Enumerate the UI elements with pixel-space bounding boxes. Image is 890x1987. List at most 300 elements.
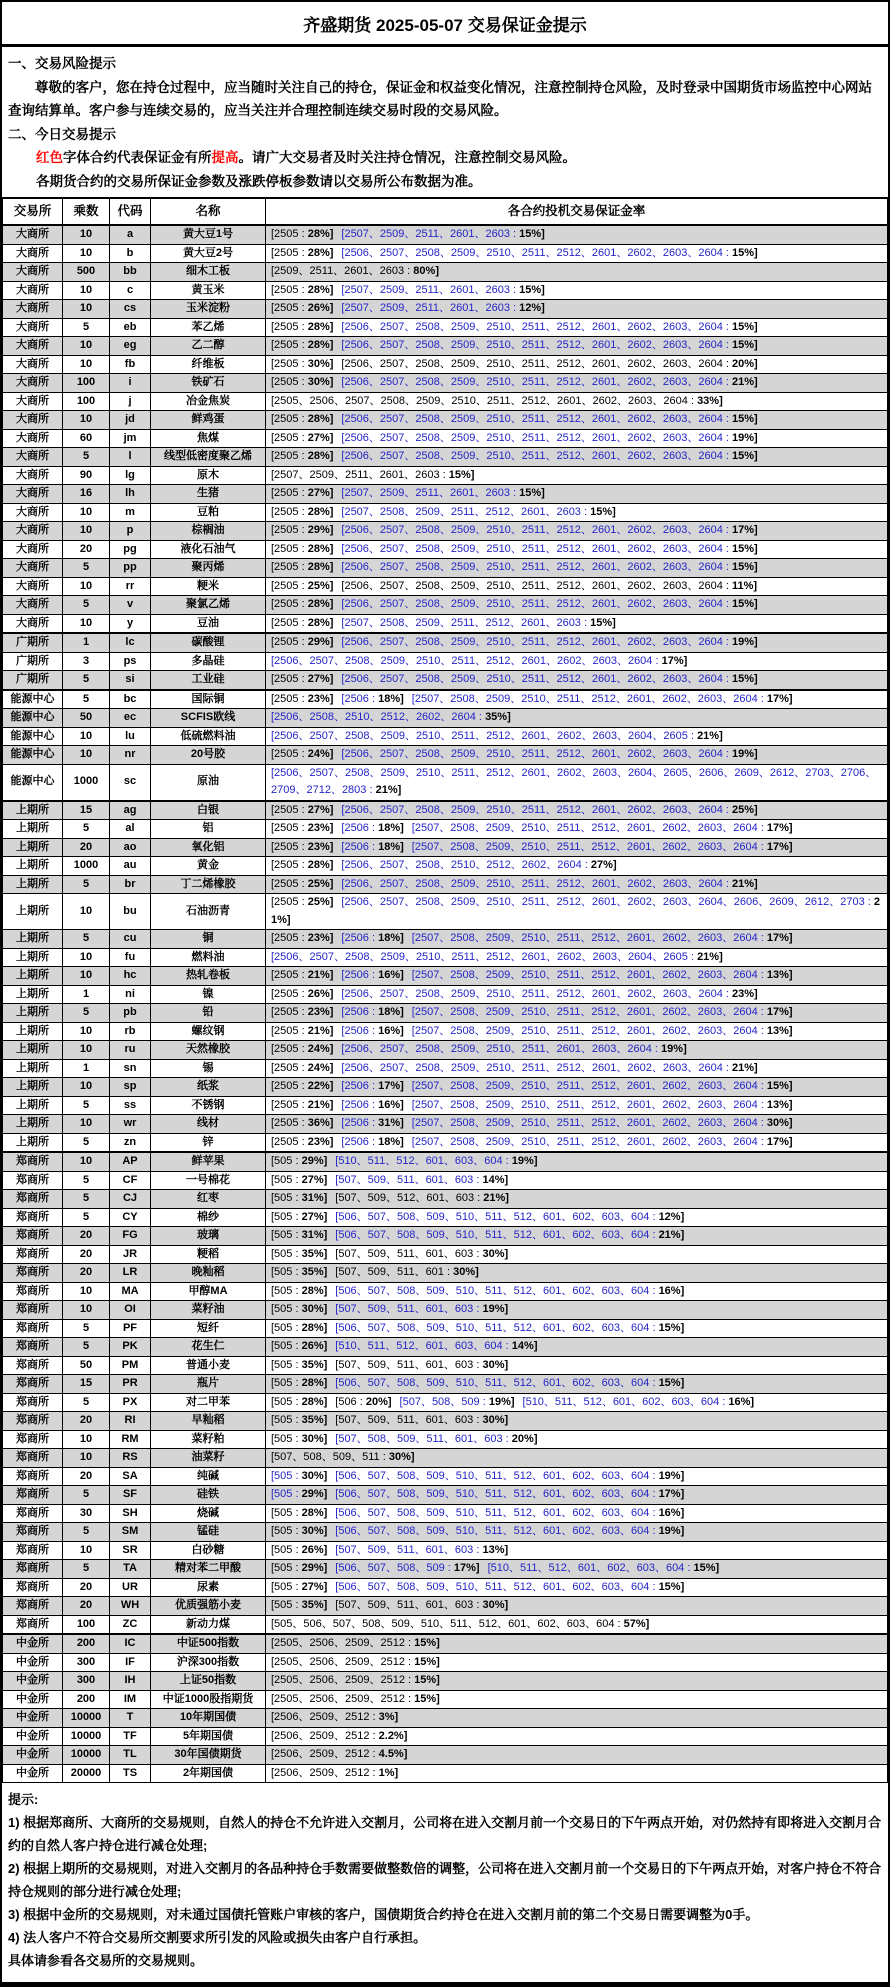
exchange-cell: 广期所 <box>3 671 63 690</box>
name-cell: 黄大豆1号 <box>151 225 266 244</box>
margin-rates-cell <box>266 746 888 765</box>
table-row <box>3 1615 888 1634</box>
code-cell: jm <box>110 429 151 448</box>
margin-rates-cell <box>266 709 888 728</box>
multiplier-cell: 60 <box>63 429 110 448</box>
code-cell: rb <box>110 1022 151 1041</box>
contract-list: [2505 : <box>271 932 308 944</box>
contract-group <box>271 1451 415 1463</box>
exchange-cell: 上期所 <box>3 838 63 857</box>
margin-rate-value: 28%] <box>307 339 334 351</box>
contract-group <box>271 951 723 963</box>
table-row <box>3 466 888 485</box>
contract-list: [2505 : <box>271 969 308 981</box>
note-item: 4) 法人客户不符合交易所交割要求所引发的风险或损失由客户自行承担。 <box>8 1930 427 1945</box>
multiplier-cell: 20 <box>63 1467 110 1486</box>
margin-rate-value: 27%] <box>307 803 334 816</box>
margin-rates-cell <box>266 985 888 1004</box>
margin-rates-cell <box>266 429 888 448</box>
multiplier-cell: 5 <box>63 559 110 578</box>
margin-rates-cell <box>266 1096 888 1115</box>
exchange-cell: 上期所 <box>3 801 63 820</box>
contract-list: [2505 : <box>271 803 308 816</box>
multiplier-cell: 10000 <box>63 1727 110 1746</box>
contract-group <box>341 432 757 444</box>
contract-group <box>335 1266 479 1278</box>
margin-rates-cell <box>266 596 888 615</box>
exchange-cell: 能源中心 <box>3 764 63 801</box>
exchange-cell: 大商所 <box>3 337 63 356</box>
exchange-cell: 大商所 <box>3 411 63 430</box>
contract-list: [2505 : <box>271 339 308 351</box>
exchange-cell: 上期所 <box>3 1133 63 1152</box>
code-cell: RI <box>110 1412 151 1431</box>
margin-rate-value: 23%] <box>307 692 334 705</box>
margin-rate-value: 30%] <box>301 1469 328 1482</box>
margin-rate-value: 80%] <box>413 265 439 277</box>
name-cell: 黄大豆2号 <box>151 244 266 263</box>
margin-rate-value: 28%] <box>301 1284 328 1297</box>
margin-rate-value: 31%] <box>301 1229 328 1241</box>
contract-list: [2505 : <box>271 524 308 536</box>
multiplier-cell: 10 <box>63 281 110 300</box>
contract-group <box>271 1229 327 1241</box>
table-row <box>3 1504 888 1523</box>
contract-group <box>271 1748 407 1760</box>
margin-rates-cell <box>266 540 888 559</box>
exchange-cell: 中金所 <box>3 1764 63 1783</box>
margin-rates-cell <box>266 1227 888 1246</box>
notes-footer: 具体请参看各交易所的交易规则。 <box>8 1953 204 1968</box>
exchange-cell: 郑商所 <box>3 1412 63 1431</box>
code-cell: l <box>110 448 151 467</box>
multiplier-cell: 10 <box>63 1152 110 1171</box>
margin-rates-cell <box>266 485 888 504</box>
exchange-cell: 郑商所 <box>3 1578 63 1597</box>
margin-rate-value: 4.5%] <box>378 1748 408 1760</box>
code-cell: y <box>110 614 151 633</box>
margin-rate-value: 12%] <box>658 1210 685 1223</box>
code-cell: ru <box>110 1041 151 1060</box>
margin-rate-value: 28%] <box>307 246 334 259</box>
margin-rate-value: 28%] <box>301 1321 328 1334</box>
contract-list: [2507、2509、2511、2601、2603 : <box>271 468 449 481</box>
name-cell: 聚氯乙烯 <box>151 596 266 615</box>
contract-group <box>412 1080 793 1092</box>
margin-rate-value: 20%] <box>731 357 758 370</box>
multiplier-cell: 10 <box>63 967 110 986</box>
contract-list: [2507、2508、2509、2510、2511、2512、2601、2602、2603、2604 : <box>411 969 767 981</box>
contract-list: [2507、2509、2511、2601、2603 : <box>341 228 520 240</box>
code-cell: SM <box>110 1523 151 1542</box>
table-row <box>3 429 888 448</box>
contract-list: [2505 : <box>271 692 308 705</box>
table-row <box>3 1709 888 1728</box>
margin-rate-value: 30%] <box>301 1303 328 1315</box>
table-row <box>3 1690 888 1709</box>
margin-rate-value: 3%] <box>378 1711 399 1723</box>
margin-rates-cell <box>266 1133 888 1152</box>
exchange-cell: 大商所 <box>3 540 63 559</box>
name-cell: 多晶硅 <box>151 652 266 671</box>
name-cell: 晚籼稻 <box>151 1264 266 1283</box>
multiplier-cell: 15 <box>63 1375 110 1394</box>
multiplier-cell: 10 <box>63 1282 110 1301</box>
margin-rate-value: 21%] <box>697 950 723 963</box>
exchange-cell: 上期所 <box>3 1059 63 1078</box>
multiplier-cell: 10 <box>63 1301 110 1320</box>
multiplier-cell: 5 <box>63 1319 110 1338</box>
margin-rates-cell <box>266 1615 888 1634</box>
contract-group <box>271 822 333 834</box>
contract-group <box>412 1025 793 1037</box>
contract-list: [2507、2508、2509、2510、2511、2512、2601、2602、2603、2604 : <box>411 822 767 834</box>
contract-group <box>271 1155 327 1167</box>
contract-group <box>271 1396 327 1408</box>
code-cell: ao <box>110 838 151 857</box>
name-cell: 锡 <box>151 1059 266 1078</box>
name-cell: 细木工板 <box>151 263 266 282</box>
name-cell: 线材 <box>151 1115 266 1134</box>
table-row <box>3 838 888 857</box>
margin-rate-value: 26%] <box>307 302 334 314</box>
risk-body: 尊敬的客户，您在持仓过程中，应当随时关注自己的持仓，保证金和权益变化情况，注意控制持仓风险，及时登录中国期货市场监控中心网站查询结算单。客户参与连续交易的，应当关注并合理控制连续交易时段的交易风险。 <box>8 79 872 118</box>
margin-rates-cell <box>266 1560 888 1579</box>
margin-rate-value: 19%] <box>511 1155 538 1167</box>
contract-list: [2506、2507、2508、2509、2510、2511、2512、2601、2602、2603、2604 : <box>341 376 732 388</box>
contract-list: [2506 : <box>341 822 379 834</box>
margin-rate-value: 28%] <box>307 598 334 610</box>
contract-group <box>341 969 403 981</box>
margin-rates-cell <box>266 857 888 876</box>
name-cell: 鲜苹果 <box>151 1152 266 1171</box>
col-header-margin-rates: 各合约投机交易保证金率 <box>266 198 888 225</box>
contract-group <box>341 1136 403 1148</box>
contract-list: [2507、2508、2509、2510、2511、2512、2601、2602、2603、2604 : <box>411 932 767 944</box>
margin-rates-cell <box>266 374 888 393</box>
contract-group <box>335 1414 508 1426</box>
contract-list: [505 : <box>271 1377 302 1389</box>
contract-list: [505 : <box>271 1192 302 1204</box>
table-row <box>3 985 888 1004</box>
col-header-exchange: 交易所 <box>3 198 63 225</box>
contract-list: [2506、2507、2508、2509、2510、2511、2512、2601、2602、2603、2604 : <box>341 748 732 760</box>
contract-list: [505 : <box>271 1395 302 1408</box>
contract-list: [2505 : <box>271 636 308 648</box>
code-cell: si <box>110 671 151 690</box>
table-row <box>3 764 888 801</box>
contract-group <box>341 636 757 648</box>
exchange-cell: 上期所 <box>3 1078 63 1097</box>
contract-list: [2507、2508、2509、2510、2511、2512、2601、2602、2603、2604 : <box>411 1135 767 1148</box>
exchange-cell: 郑商所 <box>3 1615 63 1634</box>
code-cell: JR <box>110 1245 151 1264</box>
multiplier-cell: 20 <box>63 1597 110 1616</box>
margin-rate-value: 15%] <box>658 1321 685 1334</box>
multiplier-cell: 3 <box>63 652 110 671</box>
name-cell: 棕榈油 <box>151 522 266 541</box>
margin-rates-cell <box>266 1634 888 1653</box>
code-cell: UR <box>110 1578 151 1597</box>
contract-group <box>341 1099 403 1111</box>
contract-list: [2507、2508、2509、2510、2511、2512、2601、2602、2603、2604 : <box>411 1024 767 1037</box>
contract-group <box>271 1211 327 1223</box>
contract-list: [2506、2507、2508、2509、2510、2511、2512、2601、2602、2603、2604、2605 : <box>271 729 698 742</box>
contract-group <box>341 1117 403 1129</box>
table-row <box>3 1171 888 1190</box>
contract-group <box>271 580 333 592</box>
exchange-cell: 郑商所 <box>3 1375 63 1394</box>
contract-list: [505 : <box>271 1469 302 1482</box>
contract-list: [2506 : <box>341 1098 379 1111</box>
contract-list: [2507、2508、2509、2510、2511、2512、2601、2602、2603、2604 : <box>411 692 767 705</box>
table-row <box>3 1523 888 1542</box>
margin-rate-value: 30%] <box>482 1414 509 1426</box>
table-row <box>3 1560 888 1579</box>
multiplier-cell: 5 <box>63 448 110 467</box>
margin-rates-cell <box>266 1467 888 1486</box>
multiplier-cell: 20 <box>63 838 110 857</box>
contract-list: [505 : <box>271 1155 302 1167</box>
page-title: 齐盛期货 2025-05-07 交易保证金提示 <box>2 2 888 47</box>
contract-group <box>271 1711 398 1723</box>
contract-group <box>335 1488 684 1500</box>
contract-list: [2506、2507、2508、2509、2510、2511、2512、2601、2602、2603、2604 : <box>341 987 732 1000</box>
exchange-cell: 大商所 <box>3 355 63 374</box>
multiplier-cell: 1000 <box>63 764 110 801</box>
table-row <box>3 540 888 559</box>
exchange-cell: 郑商所 <box>3 1504 63 1523</box>
name-cell: 苯乙烯 <box>151 318 266 337</box>
contract-list: [2506、2507、2508、2509、2510、2511、2512、2601、2602、2603、2604 : <box>341 431 732 444</box>
code-cell: AP <box>110 1152 151 1171</box>
notes-section <box>2 1783 888 1982</box>
contract-group <box>271 878 333 890</box>
name-cell: 棉纱 <box>151 1208 266 1227</box>
multiplier-cell: 5 <box>63 1133 110 1152</box>
contract-group <box>271 730 723 742</box>
exchange-cell: 郑商所 <box>3 1393 63 1412</box>
exchange-cell: 郑商所 <box>3 1467 63 1486</box>
name-cell: 花生仁 <box>151 1338 266 1357</box>
contract-group <box>412 1006 793 1018</box>
margin-rate-value: 31%] <box>301 1192 328 1204</box>
code-cell: wr <box>110 1115 151 1134</box>
contract-group <box>341 598 757 610</box>
margin-rate-value: 29%] <box>301 1155 328 1167</box>
margin-rates-cell <box>266 1004 888 1023</box>
contract-group <box>341 859 616 871</box>
margin-rate-value: 15%] <box>731 413 758 425</box>
margin-rates-cell <box>266 1375 888 1394</box>
contract-group <box>271 432 333 444</box>
contract-list: [510、511、512、601、602、603、604 : <box>522 1395 729 1408</box>
contract-group <box>341 1062 757 1074</box>
contract-list: [2507、2509、2511、2601、2603 : <box>341 487 520 499</box>
exchange-cell: 郑商所 <box>3 1301 63 1320</box>
margin-rates-cell <box>266 448 888 467</box>
margin-rate-value: 2.2%] <box>378 1729 408 1742</box>
exchange-cell: 大商所 <box>3 318 63 337</box>
contract-group <box>271 358 333 370</box>
margin-rates-cell <box>266 727 888 746</box>
name-cell: 油菜籽 <box>151 1449 266 1468</box>
contract-group <box>271 693 333 705</box>
code-cell: fu <box>110 948 151 967</box>
contract-group <box>341 247 757 259</box>
multiplier-cell: 10 <box>63 1078 110 1097</box>
contract-group <box>412 1117 793 1129</box>
margin-rates-cell <box>266 820 888 839</box>
contract-group <box>341 748 757 760</box>
name-cell: 天然橡胶 <box>151 1041 266 1060</box>
plain-text: 。请广大交易者及时关注持仓情况，注意控制交易风险。 <box>238 150 576 165</box>
table-row <box>3 1004 888 1023</box>
contract-list: [507、509、512、601、603 : <box>335 1192 484 1204</box>
margin-rate-value: 19%] <box>731 431 758 444</box>
contract-list: [2506 : <box>341 969 379 981</box>
multiplier-cell: 20 <box>63 1227 110 1246</box>
margin-rate-value: 21%] <box>731 376 758 388</box>
margin-rates-cell <box>266 411 888 430</box>
contract-group <box>271 1043 333 1055</box>
margin-rate-value: 18%] <box>378 692 404 705</box>
margin-rates-cell <box>266 1393 888 1412</box>
multiplier-cell: 10 <box>63 244 110 263</box>
table-row <box>3 894 888 930</box>
table-row <box>3 1634 888 1653</box>
margin-rate-value: 16%] <box>378 1098 404 1111</box>
margin-rate-value: 28%] <box>307 320 334 333</box>
margin-rate-value: 21%] <box>731 877 758 890</box>
margin-rate-value: 35%] <box>485 711 511 723</box>
contract-group <box>271 1025 333 1037</box>
multiplier-cell: 5 <box>63 1190 110 1209</box>
multiplier-cell: 5 <box>63 671 110 690</box>
table-row <box>3 1208 888 1227</box>
contract-group <box>341 506 615 518</box>
contract-group <box>271 284 333 296</box>
multiplier-cell: 10 <box>63 300 110 319</box>
multiplier-cell: 200 <box>63 1634 110 1653</box>
margin-rate-value: 28%] <box>307 413 334 425</box>
exchange-cell: 郑商所 <box>3 1171 63 1190</box>
contract-group <box>271 748 333 760</box>
code-cell: TL <box>110 1746 151 1765</box>
code-cell: WH <box>110 1597 151 1616</box>
contract-list: [2505 : <box>271 616 308 629</box>
exchange-cell: 郑商所 <box>3 1597 63 1616</box>
margin-rate-value: 15%] <box>658 1377 685 1389</box>
contract-group <box>341 617 615 629</box>
table-row <box>3 746 888 765</box>
margin-rate-value: 21%] <box>731 1061 758 1074</box>
exchange-cell: 上期所 <box>3 1115 63 1134</box>
exchange-cell: 大商所 <box>3 429 63 448</box>
code-cell: RS <box>110 1449 151 1468</box>
code-cell: IF <box>110 1653 151 1672</box>
margin-rate-value: 26%] <box>301 1543 328 1556</box>
table-row <box>3 522 888 541</box>
multiplier-cell: 10 <box>63 1430 110 1449</box>
exchange-cell: 中金所 <box>3 1727 63 1746</box>
margin-rates-cell <box>266 1690 888 1709</box>
multiplier-cell: 5 <box>63 1560 110 1579</box>
code-cell: TF <box>110 1727 151 1746</box>
contract-group <box>341 413 757 425</box>
contract-list: [505 : <box>271 1303 302 1315</box>
contract-list: [2506、2507、2508、2509、2510、2511、2512、2601、2602、2603、2604 : <box>341 320 732 333</box>
multiplier-cell: 10 <box>63 614 110 633</box>
contract-list: [2506 : <box>341 1024 379 1037</box>
contract-list: [2505 : <box>271 859 308 871</box>
exchange-cell: 郑商所 <box>3 1319 63 1338</box>
margin-rate-value: 15%] <box>590 616 616 629</box>
margin-rates-cell <box>266 1319 888 1338</box>
name-cell: 烧碱 <box>151 1504 266 1523</box>
contract-list: [2507、2509、2511、2601、2603 : <box>341 302 520 314</box>
margin-rate-value: 30%] <box>307 357 334 370</box>
margin-rate-value: 30%] <box>482 1358 509 1371</box>
table-row <box>3 225 888 244</box>
exchange-cell: 大商所 <box>3 374 63 393</box>
exchange-cell: 上期所 <box>3 1096 63 1115</box>
contract-list: [2505 : <box>271 822 308 834</box>
code-cell: br <box>110 875 151 894</box>
contract-group <box>341 543 757 555</box>
margin-rate-value: 30%] <box>301 1525 328 1537</box>
contract-list: [2506、2509、2512 : <box>271 1748 379 1760</box>
contract-list: [2506、2507、2508、2509、2510、2511、2512、2601、2602、2603、2604、2605、2606、2609、2612、2703、2706、2709、2712、2803 : <box>271 766 877 796</box>
contract-list: [2506、2507、2508、2509、2510、2511、2512、2601、2602、2603、2604 : <box>341 877 732 890</box>
exchange-cell: 中金所 <box>3 1709 63 1728</box>
contract-group <box>335 1525 684 1537</box>
contract-group <box>341 228 544 240</box>
exchange-cell: 郑商所 <box>3 1282 63 1301</box>
contract-group <box>341 376 757 388</box>
margin-rate-value: 21%] <box>307 1098 334 1111</box>
contract-list: [506、507、508、509、510、511、512、601、602、603、604 : <box>335 1321 659 1334</box>
contract-list: [507、509、511、601、603 : <box>335 1414 483 1426</box>
contract-list: [506、507、508、509、510、511、512、601、602、603、604 : <box>335 1377 659 1389</box>
contract-group <box>271 598 333 610</box>
margin-rates-cell <box>266 1504 888 1523</box>
table-row <box>3 263 888 282</box>
table-row <box>3 967 888 986</box>
margin-rates-cell <box>266 1338 888 1357</box>
multiplier-cell: 10 <box>63 1541 110 1560</box>
margin-rates-cell <box>266 1727 888 1746</box>
multiplier-cell: 5 <box>63 1338 110 1357</box>
table-row <box>3 1653 888 1672</box>
code-cell: eg <box>110 337 151 356</box>
name-cell: 菜籽粕 <box>151 1430 266 1449</box>
name-cell: 沪深300指数 <box>151 1653 266 1672</box>
contract-group <box>271 1080 333 1092</box>
today-line2: 各期货合约的交易所保证金参数及涨跌停板参数请以交易所公布数据为准。 <box>36 173 482 189</box>
contract-group <box>271 1433 327 1445</box>
contract-list: [507、509、511、601 : <box>335 1266 454 1278</box>
margin-rates-cell <box>266 577 888 596</box>
name-cell: 粳稻 <box>151 1245 266 1264</box>
margin-rates-cell <box>266 967 888 986</box>
margin-rates-cell <box>266 948 888 967</box>
name-cell: 玉米淀粉 <box>151 300 266 319</box>
name-cell: 冶金焦炭 <box>151 392 266 411</box>
multiplier-cell: 10 <box>63 1449 110 1468</box>
table-row <box>3 1727 888 1746</box>
margin-rate-value: 23%] <box>307 932 334 944</box>
